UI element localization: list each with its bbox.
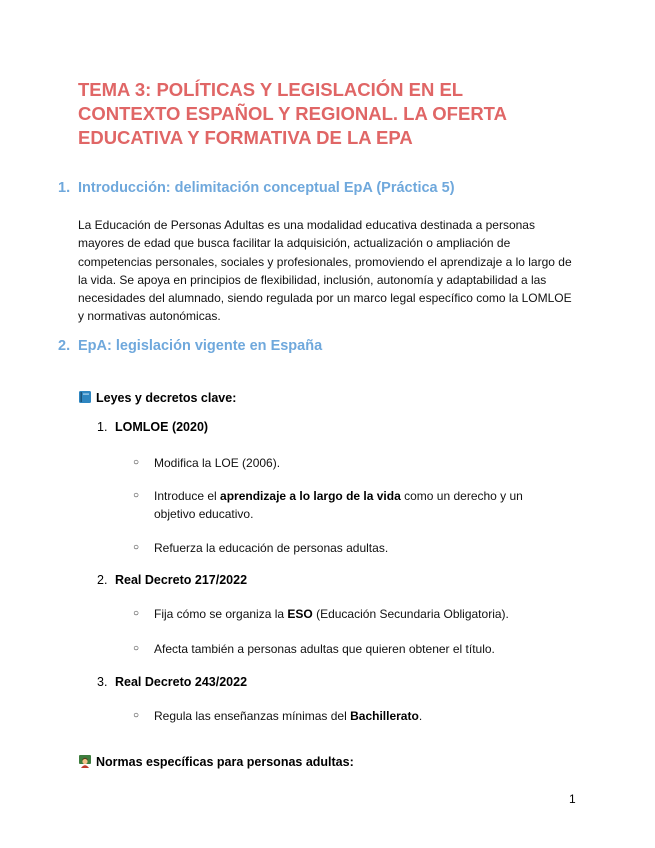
laws-heading xyxy=(78,389,236,407)
section-number: 1. xyxy=(58,180,71,196)
list-item-text: Modifica la LOE (2006). xyxy=(154,456,281,470)
blue-book-icon xyxy=(78,390,92,404)
list-item-text: Introduce el xyxy=(154,489,221,503)
law-name: Real Decreto 243/2022 xyxy=(115,675,248,689)
bullet-icon: ○ xyxy=(133,710,140,721)
law-item xyxy=(97,673,247,691)
adult-norms-heading xyxy=(78,753,354,771)
list-item-text: (Educación Secundaria Obligatoria). xyxy=(312,607,509,621)
document-title: TEMA 3: POLÍTICAS Y LEGISLACIÓN EN EL CONTEXTO ESPAÑOL Y REGIONAL. LA OFERTA EDUCATIVA Y FORMATIVA DE LA EPA xyxy=(78,79,507,148)
teacher-icon xyxy=(78,754,92,768)
section-heading-text: EpA: legislación vigente en España xyxy=(78,338,323,354)
list-item-text: como un derecho y un objetivo educativo. xyxy=(154,489,523,521)
list-item xyxy=(133,487,563,523)
bullet-icon: ○ xyxy=(133,542,140,553)
page-number: 1 xyxy=(569,792,576,806)
list-item-text: Afecta también a personas adultas que quieren obtener el título. xyxy=(154,642,495,656)
section-heading-2 xyxy=(58,336,322,356)
bullet-icon: ○ xyxy=(133,608,140,619)
adult-norms-heading-text: Normas específicas para personas adultas: xyxy=(96,755,354,769)
list-item-text: . xyxy=(418,709,423,723)
list-item-text: Regula las enseñanzas mínimas del xyxy=(154,709,351,723)
section-number: 2. xyxy=(58,338,71,354)
list-item xyxy=(133,454,563,472)
list-item xyxy=(133,640,563,658)
law-name: Real Decreto 217/2022 xyxy=(115,573,248,587)
law-item xyxy=(97,571,247,589)
list-item-text: Fija cómo se organiza la xyxy=(154,607,288,621)
list-item xyxy=(133,707,563,725)
laws-heading-text: Leyes y decretos clave: xyxy=(96,391,237,405)
list-item-bold: aprendizaje a lo largo de la vida xyxy=(220,489,401,503)
law-number: 2. xyxy=(97,573,108,587)
bullet-icon: ○ xyxy=(133,490,140,501)
section-heading-text: Introducción: delimitación conceptual EpA (Práctica 5) xyxy=(78,180,455,196)
law-name: LOMLOE (2020) xyxy=(115,420,209,434)
list-item-bold: Bachillerato xyxy=(350,709,419,723)
intro-paragraph: La Educación de Personas Adultas es una modalidad educativa destinada a personas mayores de edad que busca facilitar la adquisición, actualización o ampliación de competencias personales, sociales y profesionales, promoviendo el aprendizaje a lo largo de la vida. Se apoya en principios de flexibilidad, inclusión, autonomía y adaptabilidad a las necesidades del alumnado, siendo regulada por un marco legal específico como la LOMLOE y normativas autonómicas. xyxy=(78,218,572,324)
law-number: 1. xyxy=(97,420,108,434)
law-number: 3. xyxy=(97,675,108,689)
list-item xyxy=(133,605,563,623)
section-heading-1 xyxy=(58,178,455,198)
bullet-icon: ○ xyxy=(133,643,140,654)
bullet-icon: ○ xyxy=(133,457,140,468)
law-item xyxy=(97,418,208,436)
list-item xyxy=(133,539,563,557)
list-item-bold: ESO xyxy=(287,607,313,621)
list-item-text: Refuerza la educación de personas adultas. xyxy=(154,541,389,555)
